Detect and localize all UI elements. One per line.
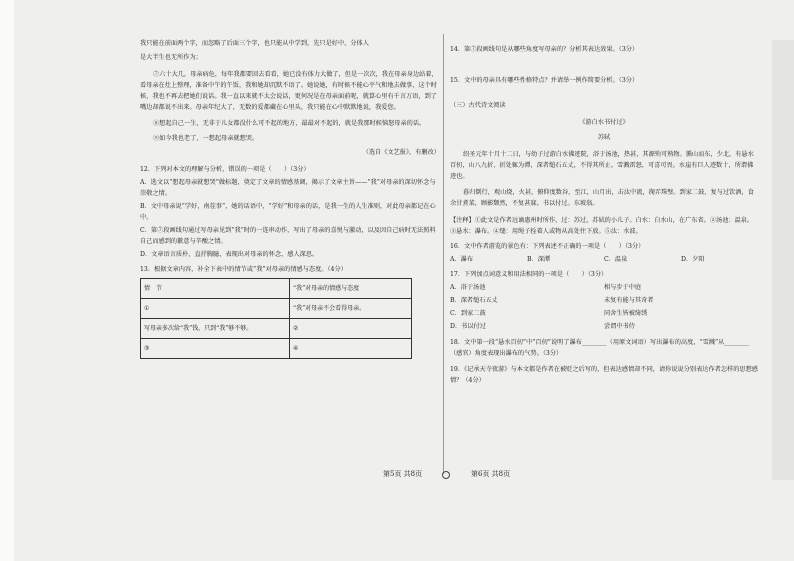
question-14: 14．第⑦段画线句是从哪些角度写母亲的？分析其表达效果。（3分） [450, 46, 639, 53]
scan-right-margin [772, 40, 794, 480]
question-12: 12．下列对本文的理解与分析，错误的一项是（ ）（3分） [140, 166, 310, 173]
table-cell[interactable]: ① [141, 299, 290, 319]
q16-option-b: B．深潭 [527, 256, 551, 263]
table-header-feeling: “我”对母亲的情感与态度 [290, 279, 412, 299]
q12-option-d: D．文章语言质朴，直抒胸臆，表现出对母亲的怀念，感人深思。 [140, 251, 319, 258]
table-cell[interactable]: ④ [290, 339, 412, 359]
table-row [141, 279, 412, 299]
left-page-column [140, 38, 440, 359]
table-row [141, 319, 412, 339]
table-cell: 写母亲多次给“我”钱，只到“我”够不够。 [141, 319, 290, 339]
q17-a-right: 相与步于中庭 [604, 284, 642, 291]
q17-option-d [450, 321, 758, 332]
poem-author: 苏轼 [597, 134, 611, 141]
binding-hole-icon [442, 471, 450, 479]
section-title: （三）古代诗文阅读 [450, 102, 506, 109]
question-16: 16．文中作者游览的景色有：下列表述不正确的一项是（ ）（3分） [450, 243, 645, 250]
annotation-note: 【注释】①此文是作者远谪惠州时所作，过：苏过，苏轼的小儿子。白水：白水山，在广东省。②汤池：温泉。③悬水：瀑布。④缒：用绳子拴着人或物从高处往下放。⑤汰：水波。 [450, 217, 754, 235]
question-13: 13．根据文章内容，补全下表中的情节或“我”对母亲的情感与态度。（4分） [140, 266, 347, 273]
page-divider [443, 34, 444, 474]
paragraph-9: ⑨如今我也老了，一想起母亲就想哭。 [153, 135, 259, 142]
table-row [141, 299, 412, 319]
right-page-column [450, 38, 758, 388]
q12-option-a: A．选文以“想起母亲就想哭”做标题，奠定了文章的情感基调，揭示了文章主旨——“我”对母亲的深切怀念与崇敬之情。 [140, 179, 436, 197]
q17-c-right: 同舍生皆被绮绣 [604, 310, 648, 317]
right-page-number: 第6页 共8页 [471, 470, 511, 478]
question-17: 17．下列加点词意义和用法相同的一项是（ ）（3分） [450, 271, 608, 278]
table-cell[interactable]: ③ [141, 339, 290, 359]
q17-d-right: 尝谓中书侍 [604, 323, 635, 330]
question-18: 18．文中第一段“悬水百仞”中“百仞”说明了瀑布________（用原文词语）写出瀑布的高度，“雪溅”从________（感官）角度表现出瀑布的气势。（3分） [450, 339, 750, 357]
q13-table [140, 278, 412, 359]
source-note: （选自《文艺报》，有删改） [362, 149, 440, 156]
question-19: 19．《记承天寺夜游》与本文都是作者在被贬之后写的，但表达感情却不同，请你说说分别表达作者怎样的思想感情？（4分） [450, 366, 758, 384]
paragraph-8: ⑧想起自己一生，无非于儿女都没什么可不起的地方，最最对不起的，就是我那时候恼怒母亲的话。 [153, 120, 426, 127]
passage-paragraph-1: 绍圣元年十月十二日，与幼子过游白水佛迹院，浴于汤池，热甚，其源殆可熟物。循山而东，少北，有悬水百仞，山八九折，折处辄为潭，深者缒石五丈，不得其所止。雪溅雷怒，可喜可畏。水崖有巨人迹数十，所谓佛迹也。 [450, 151, 754, 180]
q17-option-b [450, 295, 758, 306]
q16-option-d: D．夕阳 [681, 256, 705, 263]
poem-title: 《游白水书付过》 [579, 119, 629, 126]
table-cell: “我”对母亲不会看得母亲。 [290, 299, 412, 319]
q17-option-a [450, 282, 758, 293]
paragraph-7: ⑦六十大几，母亲病危，每年我都要回去看看，她已没有体力大做了，但是一次次，我在母亲身边站着，看母亲在灶上整理，准备中午的午饭，我和她却沉默不语了。她说她，有时候不能心平气和地去做事，这个时候，我也不再去把她们说话。我一直以来就不太会说话，更何况是在母亲面前呢，就算心里有千言万语，到了嘴边却都说不出来。母亲年纪大了，无数的爱都藏在心里头，我只能在心中默默地说，我爱您。 [140, 71, 438, 111]
passage-paragraph-2: 暮归倒行，观山烧，火甚，俯仰度数谷，至江，山月出，击汰中流，掬弄珠璧。到家二鼓，复与过饮酒，食余甘煮菜，顾影颓然，不复甚寐。书以付过。东坡翁。 [450, 189, 754, 207]
table-header-plot: 情 节 [141, 279, 290, 299]
q17-option-c [450, 308, 758, 319]
q16-options [450, 254, 758, 265]
q17-b-right: 未复有能与其奇者 [604, 297, 654, 304]
q16-option-c: C．温泉 [604, 256, 628, 263]
q17-d-left: D．书以付过 [450, 323, 486, 330]
q12-option-b: B．文中母亲说“学好，南茬事”，她的话语中，“学好”和母亲的话，是我一生的人生准则，对此母亲都记在心中。 [140, 203, 436, 221]
table-row [141, 339, 412, 359]
intro-line-2: 是大半生也无所作为； [140, 54, 202, 61]
scan-left-margin [0, 0, 14, 561]
left-page-number: 第5页 共8页 [383, 470, 423, 478]
q17-a-left: A．浴于汤池 [450, 284, 486, 291]
q17-c-left: C．到家二鼓 [450, 310, 486, 317]
table-cell[interactable]: ② [290, 319, 412, 339]
intro-line: 我只能在前面两个字，而忽略了后面三个字，也只能从中学到，先只是好中，分体人 [140, 40, 369, 47]
q17-b-left: B．深者缒石五丈 [450, 297, 498, 304]
question-15: 15．文中的母亲具有哪些性格特点？并请举一例作简要分析。（3分） [450, 77, 639, 84]
q16-option-a: A．瀑布 [450, 256, 474, 263]
q12-option-c: C．第⑦段画线句通过写母亲见到“我”时的一连串动作，写出了母亲的喜悦与激动，以及因自己病时无法照料自己而感到的歉意与辛酸之情。 [140, 227, 436, 245]
